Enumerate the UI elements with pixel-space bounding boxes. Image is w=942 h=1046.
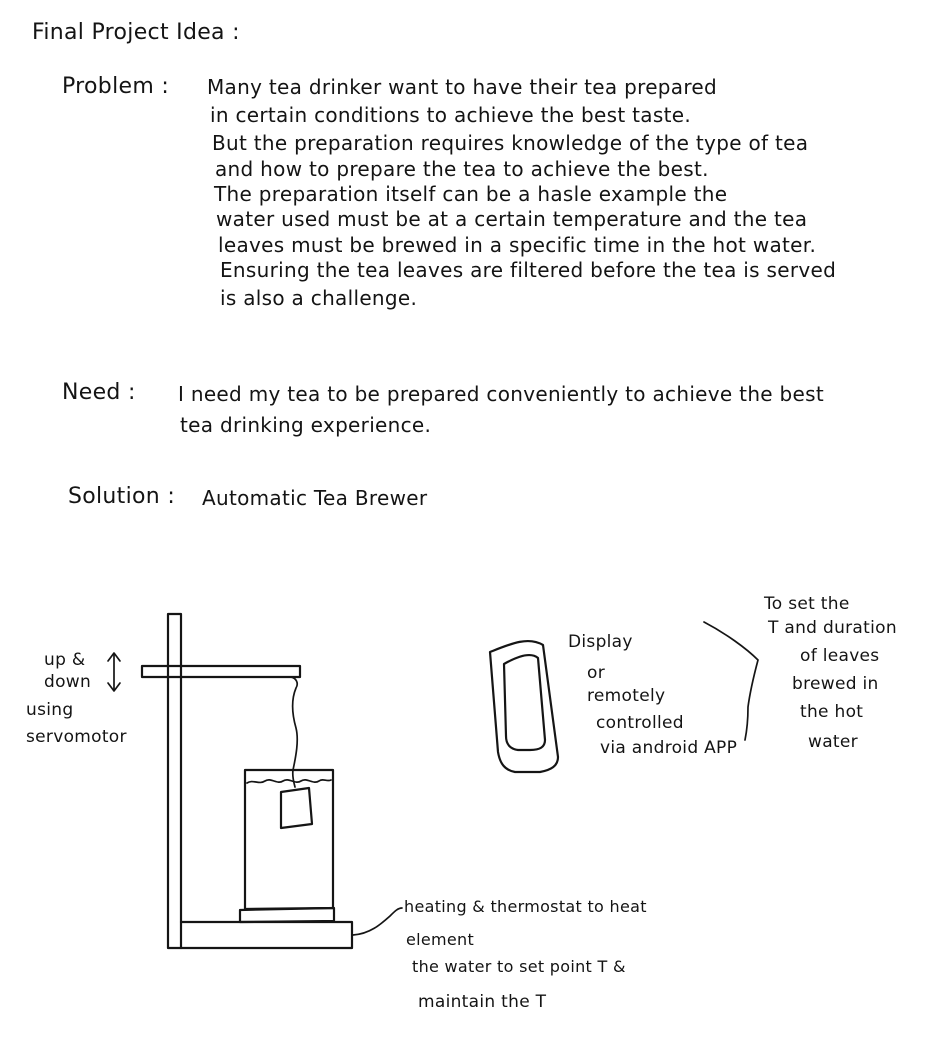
heater-note-line: the water to set point T & [412, 957, 626, 976]
page-title: Final Project Idea : [32, 20, 240, 45]
servo-note-line: down [44, 672, 92, 692]
problem-line: in certain conditions to achieve the best taste. [210, 103, 691, 127]
problem-line: Many tea drinker want to have their tea prepared [207, 75, 718, 99]
problem-line: Ensuring the tea leaves are filtered before the tea is served [220, 258, 837, 282]
solution-label: Solution : [68, 484, 176, 509]
display-note-line: via android APP [600, 738, 738, 758]
purpose-note-line: T and duration [768, 618, 897, 638]
purpose-note-line: To set the [764, 594, 850, 614]
display-device [490, 641, 558, 772]
problem-line: The preparation itself can be a hasle example the [214, 182, 728, 206]
problem-line: But the preparation requires knowledge of the type of tea [212, 131, 809, 155]
problem-label: Problem : [62, 74, 170, 99]
purpose-note-line: water [808, 732, 858, 752]
problem-line: water used must be at a certain temperature and the tea [216, 207, 808, 231]
need-label: Need : [62, 380, 136, 405]
display-note-line: remotely [587, 686, 666, 706]
need-line: tea drinking experience. [180, 413, 432, 437]
purpose-note-line: brewed in [792, 674, 879, 694]
stand-arm [142, 666, 300, 677]
servo-note-line: up & [44, 650, 86, 670]
problem-line: leaves must be brewed in a specific time in the hot water. [218, 233, 817, 257]
heater-leader-line [353, 908, 402, 935]
problem-line: and how to prepare the tea to achieve the best. [215, 157, 709, 181]
need-line: I need my tea to be prepared conveniently to achieve the best [178, 382, 825, 406]
problem-line: is also a challenge. [220, 286, 418, 310]
servo-note-line: using [26, 700, 74, 720]
stand-base [181, 922, 352, 948]
heater-note-line: maintain the T [418, 992, 547, 1012]
display-note-line: or [587, 663, 605, 683]
heating-element [240, 908, 334, 922]
purpose-note-line: the hot [800, 702, 864, 722]
purpose-note-line: of leaves [800, 646, 880, 666]
display-note-line: Display [568, 632, 633, 652]
up-down-arrow [108, 653, 120, 691]
stand-pole [168, 614, 181, 948]
heater-note-line: element [406, 930, 475, 949]
solution-text: Automatic Tea Brewer [202, 486, 428, 510]
display-note-line: controlled [596, 713, 684, 733]
heater-note-line: heating & thermostat to heat [404, 897, 647, 916]
servo-note-line: servomotor [26, 727, 127, 747]
teabag [281, 788, 312, 828]
bracket [704, 622, 758, 740]
